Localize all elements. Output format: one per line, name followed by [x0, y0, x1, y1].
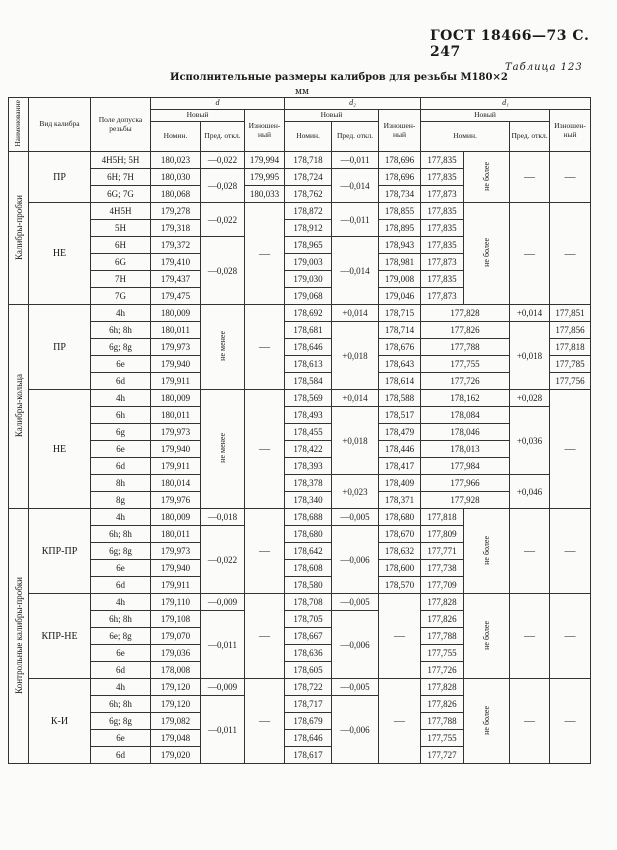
- table-cell: 178,632: [379, 543, 421, 560]
- table-cell: 6H: [91, 237, 151, 254]
- table-cell: 178,517: [379, 407, 421, 424]
- table-cell: 177,788: [421, 628, 464, 645]
- table-cell: 177,966: [421, 475, 510, 492]
- vertical-label: не более: [482, 535, 492, 565]
- table-cell: 178,642: [285, 543, 332, 560]
- table-cell: —0,011: [332, 152, 379, 169]
- table-cell: —0,028: [201, 169, 245, 203]
- table-cell: —0,005: [332, 594, 379, 611]
- table-row: [9, 305, 591, 322]
- table-cell: 178,943: [379, 237, 421, 254]
- table-cell: 178,455: [285, 424, 332, 441]
- col-d2-izn: Изношен-ный: [379, 110, 421, 152]
- col-d-nomin: Номин.: [151, 122, 201, 152]
- table-cell: 177,755: [421, 730, 464, 747]
- table-cell: 180,033: [245, 186, 285, 203]
- table-cell: 6e: [91, 730, 151, 747]
- col-pole: Поле допуска резьбы: [91, 98, 151, 152]
- table-cell: 6h; 8h: [91, 322, 151, 339]
- table-cell: [201, 390, 245, 509]
- table-cell: 178,912: [285, 220, 332, 237]
- table-cell: 4H5H; 5H: [91, 152, 151, 169]
- table-cell: 178,162: [421, 390, 510, 407]
- table-cell: 179,278: [151, 203, 201, 220]
- vertical-label: не более: [482, 705, 492, 735]
- table-cell: 177,755: [421, 645, 464, 662]
- table-cell: —: [550, 509, 591, 594]
- table-cell: 6g; 8g: [91, 543, 151, 560]
- col-naim: [9, 98, 29, 152]
- table-cell: 4h: [91, 390, 151, 407]
- table-row: [9, 509, 591, 526]
- vertical-label: не более: [482, 620, 492, 650]
- table-cell: 179,475: [151, 288, 201, 305]
- table-cell: 178,588: [379, 390, 421, 407]
- table-cell: 179,048: [151, 730, 201, 747]
- table-cell: [464, 679, 510, 764]
- table-cell: 179,437: [151, 271, 201, 288]
- table-cell: 179,318: [151, 220, 201, 237]
- table-cell: —: [550, 152, 591, 203]
- table-cell: 179,973: [151, 543, 201, 560]
- table-cell: 178,371: [379, 492, 421, 509]
- table-cell: [464, 509, 510, 594]
- table-cell: 179,068: [285, 288, 332, 305]
- table-cell: 179,020: [151, 747, 201, 764]
- table-cell: 177,873: [421, 254, 464, 271]
- table-cell: 4h: [91, 305, 151, 322]
- table-cell: 177,928: [421, 492, 510, 509]
- table-cell: 6d: [91, 662, 151, 679]
- table-cell: 177,726: [421, 373, 510, 390]
- col-d-new: Новый: [151, 110, 245, 122]
- table-cell: 178,718: [285, 152, 332, 169]
- table-row: [9, 475, 591, 492]
- table-cell: 178,584: [285, 373, 332, 390]
- table-row: [9, 679, 591, 696]
- table-cell: 177,828: [421, 679, 464, 696]
- table-cell: 178,981: [379, 254, 421, 271]
- table-cell: —0,009: [201, 679, 245, 696]
- col-d: d: [151, 98, 285, 110]
- table-cell: 6h; 8h: [91, 526, 151, 543]
- table-cell: 6g; 8g: [91, 339, 151, 356]
- table-cell: 178,013: [421, 441, 510, 458]
- table-cell: 6g; 8g: [91, 713, 151, 730]
- table-cell: —: [510, 594, 550, 679]
- col-d1-pred: Пред. откл.: [510, 122, 550, 152]
- table-title: Исполнительные размеры калибров для резьбы М180×2: [170, 72, 508, 83]
- table-cell: 177,826: [421, 611, 464, 628]
- table-cell: +0,018: [510, 322, 550, 390]
- table-cell: —: [245, 594, 285, 679]
- table-cell: 178,605: [285, 662, 332, 679]
- table-cell: —0,006: [332, 526, 379, 594]
- table-cell: ПР: [29, 152, 91, 203]
- table-cell: 177,726: [421, 662, 464, 679]
- table-cell: —: [245, 509, 285, 594]
- table-cell: 179,911: [151, 373, 201, 390]
- table-cell: 180,009: [151, 305, 201, 322]
- col-d2: d₂: [285, 98, 421, 110]
- table-cell: 178,714: [379, 322, 421, 339]
- table-cell: 179,372: [151, 237, 201, 254]
- table-cell: КПР-НЕ: [29, 594, 91, 679]
- table-cell: —: [379, 679, 421, 764]
- table-cell: 180,009: [151, 390, 201, 407]
- col-d1-new: Новый: [421, 110, 550, 122]
- table-cell: [464, 152, 510, 203]
- table-cell: 177,835: [421, 169, 464, 186]
- table-cell: —: [550, 594, 591, 679]
- vertical-label: Калибры-пробки: [13, 194, 24, 260]
- table-cell: +0,014: [510, 305, 550, 322]
- table-cell: —0,005: [332, 679, 379, 696]
- table-cell: —: [550, 679, 591, 764]
- table-cell: 178,008: [151, 662, 201, 679]
- table-row: [9, 390, 591, 407]
- table-cell: 179,036: [151, 645, 201, 662]
- table-cell: ПР: [29, 305, 91, 390]
- table-cell: 4h: [91, 594, 151, 611]
- table-cell: 178,680: [285, 526, 332, 543]
- table-cell: 6e: [91, 645, 151, 662]
- group-koltsa: [9, 305, 29, 509]
- table-cell: 180,009: [151, 509, 201, 526]
- table-cell: —0,006: [332, 611, 379, 679]
- table-cell: 180,014: [151, 475, 201, 492]
- table-cell: 179,120: [151, 679, 201, 696]
- table-cell: —: [245, 679, 285, 764]
- table-cell: 179,940: [151, 560, 201, 577]
- table-cell: 178,479: [379, 424, 421, 441]
- table-cell: 177,818: [550, 339, 591, 356]
- table-row: [9, 458, 591, 475]
- table-cell: 177,835: [421, 203, 464, 220]
- table-cell: 178,708: [285, 594, 332, 611]
- vertical-label: не более: [482, 161, 492, 191]
- table-cell: 179,410: [151, 254, 201, 271]
- table-cell: 4H5H: [91, 203, 151, 220]
- table-cell: 6G; 7G: [91, 186, 151, 203]
- table-cell: —0,009: [201, 594, 245, 611]
- table-cell: 177,785: [550, 356, 591, 373]
- table-cell: 7G: [91, 288, 151, 305]
- table-cell: —0,011: [201, 611, 245, 679]
- table-cell: +0,018: [332, 407, 379, 475]
- table-cell: 178,872: [285, 203, 332, 220]
- table-cell: 178,643: [379, 356, 421, 373]
- table-cell: 179,976: [151, 492, 201, 509]
- table-cell: 178,705: [285, 611, 332, 628]
- table-cell: 6d: [91, 747, 151, 764]
- table-cell: 178,570: [379, 577, 421, 594]
- table-cell: —0,022: [201, 526, 245, 594]
- col-vid: Вид калибра: [29, 98, 91, 152]
- table-cell: 178,580: [285, 577, 332, 594]
- table-cell: 177,828: [421, 594, 464, 611]
- table-cell: 178,724: [285, 169, 332, 186]
- table-cell: 6e: [91, 441, 151, 458]
- table-cell: 178,646: [285, 730, 332, 747]
- col-d1: d₁: [421, 98, 591, 110]
- table-cell: 177,809: [421, 526, 464, 543]
- table-cell: 179,082: [151, 713, 201, 730]
- table-cell: 178,617: [285, 747, 332, 764]
- table-cell: 180,011: [151, 322, 201, 339]
- table-cell: 8h: [91, 475, 151, 492]
- table-row: [9, 322, 591, 339]
- table-cell: —0,028: [201, 237, 245, 305]
- table-cell: [464, 594, 510, 679]
- table-cell: 180,068: [151, 186, 201, 203]
- table-cell: 178,734: [379, 186, 421, 203]
- table-cell: 179,030: [285, 271, 332, 288]
- table-cell: —0,014: [332, 237, 379, 305]
- table-number: Таблица 123: [505, 62, 583, 73]
- table-cell: 178,679: [285, 713, 332, 730]
- table-cell: 177,851: [550, 305, 591, 322]
- table-cell: 6h: [91, 407, 151, 424]
- table-cell: 178,409: [379, 475, 421, 492]
- table-cell: 178,965: [285, 237, 332, 254]
- table-row: [9, 424, 591, 441]
- table-cell: 177,727: [421, 747, 464, 764]
- table-cell: 177,788: [421, 339, 510, 356]
- table-row: [9, 407, 591, 424]
- table-cell: 178,696: [379, 152, 421, 169]
- table-cell: 177,835: [421, 271, 464, 288]
- table-cell: 178,614: [379, 373, 421, 390]
- table-cell: —0,011: [332, 203, 379, 237]
- table-cell: 6g: [91, 424, 151, 441]
- table-cell: 179,994: [245, 152, 285, 169]
- table-cell: —0,014: [332, 169, 379, 203]
- table-cell: 178,717: [285, 696, 332, 713]
- table-cell: 178,393: [285, 458, 332, 475]
- table-cell: 178,895: [379, 220, 421, 237]
- table-cell: НЕ: [29, 390, 91, 509]
- col-d2-pred: Пред. откл.: [332, 122, 379, 152]
- col-d2-new: Новый: [285, 110, 379, 122]
- table-row: [9, 594, 591, 611]
- vertical-label: Контрольные калибры-пробки: [13, 576, 24, 694]
- col-d-pred: Пред. откл.: [201, 122, 245, 152]
- table-cell: 178,646: [285, 339, 332, 356]
- table-cell: 178,446: [379, 441, 421, 458]
- table-cell: 177,835: [421, 220, 464, 237]
- table-cell: 179,108: [151, 611, 201, 628]
- table-cell: 178,855: [379, 203, 421, 220]
- table-cell: —0,022: [201, 203, 245, 237]
- table-cell: 177,709: [421, 577, 464, 594]
- table-cell: 178,569: [285, 390, 332, 407]
- table-cell: 179,911: [151, 458, 201, 475]
- vertical-label: Калибры-кольца: [13, 373, 24, 438]
- table-cell: +0,046: [510, 475, 550, 509]
- table-cell: —0,018: [201, 509, 245, 526]
- table-row: [9, 441, 591, 458]
- table-cell: 179,003: [285, 254, 332, 271]
- table-cell: —: [379, 594, 421, 679]
- table-cell: 179,046: [379, 288, 421, 305]
- table-cell: 177,738: [421, 560, 464, 577]
- table-cell: 179,940: [151, 356, 201, 373]
- table-cell: 179,110: [151, 594, 201, 611]
- table-cell: 6h; 8h: [91, 696, 151, 713]
- table-cell: 179,120: [151, 696, 201, 713]
- vertical-label: Наименование: [13, 100, 23, 147]
- group-kontr: [9, 509, 29, 764]
- table-cell: 4h: [91, 679, 151, 696]
- table-cell: 178,715: [379, 305, 421, 322]
- table-cell: 8g: [91, 492, 151, 509]
- table-cell: 178,608: [285, 560, 332, 577]
- table-cell: К-И: [29, 679, 91, 764]
- table-cell: +0,036: [510, 407, 550, 475]
- table-cell: 178,688: [285, 509, 332, 526]
- table-cell: 178,378: [285, 475, 332, 492]
- table-cell: 177,788: [421, 713, 464, 730]
- table-cell: 178,422: [285, 441, 332, 458]
- table-cell: —: [510, 679, 550, 764]
- table-cell: 4h: [91, 509, 151, 526]
- table-cell: 180,023: [151, 152, 201, 169]
- page-header: ГОСТ 18466—73 С. 247: [430, 28, 590, 60]
- table-cell: +0,028: [510, 390, 550, 407]
- table-cell: 177,984: [421, 458, 510, 475]
- table-row: [9, 492, 591, 509]
- table-cell: КПР-ПР: [29, 509, 91, 594]
- table-cell: 177,873: [421, 186, 464, 203]
- col-d2-nomin: Номин.: [285, 122, 332, 152]
- table-cell: 180,030: [151, 169, 201, 186]
- table-cell: —0,006: [332, 696, 379, 764]
- table-row: [9, 356, 591, 373]
- table-cell: 6d: [91, 373, 151, 390]
- table-cell: 6G: [91, 254, 151, 271]
- table-cell: 178,676: [379, 339, 421, 356]
- table-cell: —0,022: [201, 152, 245, 169]
- table-cell: 178,636: [285, 645, 332, 662]
- table-cell: 179,940: [151, 441, 201, 458]
- table-cell: 177,771: [421, 543, 464, 560]
- table-cell: 178,680: [379, 509, 421, 526]
- col-d1-nomin: Номин.: [421, 122, 510, 152]
- table-cell: 177,756: [550, 373, 591, 390]
- table-cell: +0,023: [332, 475, 379, 509]
- table-cell: —: [510, 203, 550, 305]
- table-cell: +0,014: [332, 390, 379, 407]
- table-cell: 178,600: [379, 560, 421, 577]
- table-cell: 6H; 7H: [91, 169, 151, 186]
- table-cell: 5H: [91, 220, 151, 237]
- table-cell: 179,973: [151, 424, 201, 441]
- table-cell: НЕ: [29, 203, 91, 305]
- table-cell: 7H: [91, 271, 151, 288]
- table-cell: —: [550, 390, 591, 509]
- table-cell: —: [510, 509, 550, 594]
- table-cell: 177,755: [421, 356, 510, 373]
- table-cell: 177,856: [550, 322, 591, 339]
- table-cell: +0,014: [332, 305, 379, 322]
- table-cell: —: [245, 305, 285, 390]
- table-cell: 178,692: [285, 305, 332, 322]
- table-cell: 177,835: [421, 237, 464, 254]
- table-cell: 177,828: [421, 305, 510, 322]
- table-cell: 180,011: [151, 407, 201, 424]
- group-probki: [9, 152, 29, 305]
- table-cell: 177,826: [421, 696, 464, 713]
- table-cell: 6h; 8h: [91, 611, 151, 628]
- vertical-label: не менее: [218, 433, 227, 463]
- table-row: [9, 339, 591, 356]
- table-cell: +0,018: [332, 322, 379, 390]
- table-cell: 6d: [91, 458, 151, 475]
- table-cell: —0,011: [201, 696, 245, 764]
- table-cell: 178,722: [285, 679, 332, 696]
- table-cell: —: [550, 203, 591, 305]
- table-cell: [464, 203, 510, 305]
- table-cell: 179,008: [379, 271, 421, 288]
- table-cell: 178,696: [379, 169, 421, 186]
- table-cell: [201, 305, 245, 390]
- table-cell: 6e: [91, 356, 151, 373]
- table-cell: 6e; 8g: [91, 628, 151, 645]
- vertical-label: не более: [482, 238, 492, 267]
- table-cell: 178,493: [285, 407, 332, 424]
- vertical-label: не менее: [218, 331, 227, 361]
- gauge-table: [8, 97, 591, 764]
- table-cell: 178,340: [285, 492, 332, 509]
- table-cell: 179,973: [151, 339, 201, 356]
- table-cell: —: [510, 152, 550, 203]
- col-d-izn: Изношен-ный: [245, 110, 285, 152]
- table-cell: 177,826: [421, 322, 510, 339]
- table-cell: 178,613: [285, 356, 332, 373]
- table-row: [9, 152, 591, 169]
- table-cell: —0,005: [332, 509, 379, 526]
- table-cell: 178,084: [421, 407, 510, 424]
- table-row: [9, 373, 591, 390]
- table-cell: 177,818: [421, 509, 464, 526]
- table-row: [9, 203, 591, 220]
- table-cell: 177,873: [421, 288, 464, 305]
- table-cell: —: [245, 203, 285, 305]
- table-cell: 6d: [91, 577, 151, 594]
- table-cell: 178,046: [421, 424, 510, 441]
- table-cell: 179,995: [245, 169, 285, 186]
- table-cell: 177,835: [421, 152, 464, 169]
- table-cell: 178,670: [379, 526, 421, 543]
- table-cell: 178,762: [285, 186, 332, 203]
- table-cell: 179,911: [151, 577, 201, 594]
- table-cell: 180,011: [151, 526, 201, 543]
- table-cell: 179,070: [151, 628, 201, 645]
- table-cell: 178,681: [285, 322, 332, 339]
- table-cell: 6e: [91, 560, 151, 577]
- col-d1-izn: Изношен-ный: [550, 110, 591, 152]
- table-cell: 178,667: [285, 628, 332, 645]
- table-cell: 178,417: [379, 458, 421, 475]
- table-cell: —: [245, 390, 285, 509]
- unit-label: мм: [295, 87, 310, 97]
